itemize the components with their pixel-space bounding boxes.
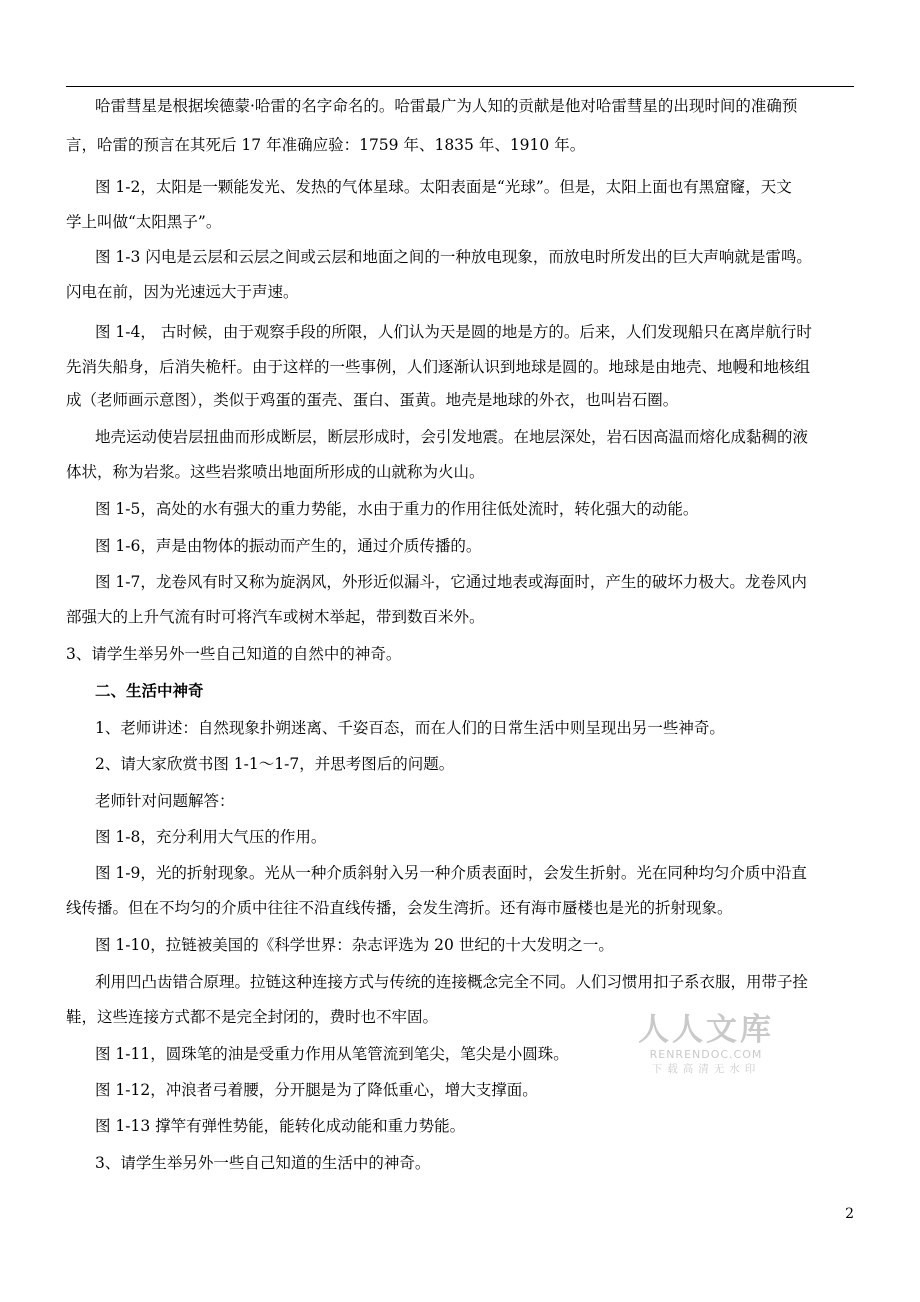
paragraph-line: 图 1-4， 古时候，由于观察手段的所限，人们认为天是圆的地是方的。后来，人们发现船只在离岸航行时 bbox=[95, 323, 812, 341]
paragraph-line: 部强大的上升气流有时可将汽车或树木举起，带到数百米外。 bbox=[66, 608, 485, 626]
header-rule bbox=[66, 86, 854, 87]
paragraph-line: 哈雷彗星是根据埃德蒙·哈雷的名字命名的。哈雷最广为人知的贡献是他对哈雷彗星的出现时间的准确预 bbox=[95, 97, 798, 115]
paragraph-line: 图 1-13 撑竿有弹性势能，能转化成动能和重力势能。 bbox=[95, 1117, 466, 1135]
watermark-title: 人人文库 bbox=[638, 1012, 774, 1048]
paragraph-line: 地壳运动使岩层扭曲而形成断层，断层形成时，会引发地震。在地层深处，岩石因高温而熔化成黏稠的液 bbox=[95, 428, 809, 446]
paragraph-line: 2、请大家欣赏书图 1-1～1-7，并思考图后的问题。 bbox=[95, 755, 455, 773]
paragraph-line: 图 1-2，太阳是一颗能发光、发热的气体星球。太阳表面是“光球”。但是，太阳上面也有黑窟窿，天文 bbox=[95, 178, 792, 196]
paragraph-line: 3、请学生举另外一些自己知道的自然中的神奇。 bbox=[66, 645, 402, 663]
paragraph-line: 图 1-9，光的折射现象。光从一种介质斜射入另一种介质表面时，会发生折射。光在同种均匀介质中沿直 bbox=[95, 864, 807, 882]
paragraph-line: 1、老师讲述：自然现象扑朔迷离、千姿百态，而在人们的日常生活中则呈现出另一些神奇。 bbox=[95, 719, 725, 737]
paragraph-line: 老师针对问题解答： bbox=[95, 792, 235, 810]
paragraph-line: 利用凹凸齿错合原理。拉链这种连接方式与传统的连接概念完全不同。人们习惯用扣子系衣服，用带子拴 bbox=[95, 973, 809, 991]
watermark-site: RENRENDOC.COM bbox=[649, 1048, 763, 1061]
paragraph-line: 鞋，这些连接方式都不是完全封闭的，费时也不牢固。 bbox=[66, 1008, 439, 1026]
page-number: 2 bbox=[845, 1206, 854, 1222]
watermark-subtitle: 下载高清无水印 bbox=[651, 1063, 761, 1075]
paragraph-line: 图 1-3 闪电是云层和云层之间或云层和地面之间的一种放电现象，而放电时所发出的巨大声响就是雷鸣。 bbox=[95, 248, 812, 266]
paragraph-line: 学上叫做“太阳黑子”。 bbox=[66, 213, 222, 231]
section-heading: 二、生活中神奇 bbox=[95, 682, 204, 700]
paragraph-line: 线传播。但在不均匀的介质中往往不沿直线传播，会发生湾折。还有海市蜃楼也是光的折射现象。 bbox=[66, 899, 733, 917]
paragraph-line: 图 1-8，充分利用大气压的作用。 bbox=[95, 828, 327, 846]
paragraph-line: 图 1-7，龙卷风有时又称为旋涡风，外形近似漏斗，它通过地表或海面时，产生的破坏力极大。龙卷风内 bbox=[95, 573, 807, 591]
paragraph-line: 成（老师画示意图），类似于鸡蛋的蛋壳、蛋白、蛋黄。地壳是地球的外衣，也叫岩石圈。 bbox=[66, 391, 679, 409]
paragraph-line: 图 1-6，声是由物体的振动而产生的，通过介质传播的。 bbox=[95, 537, 482, 555]
paragraph-line: 3、请学生举另外一些自己知道的生活中的神奇。 bbox=[95, 1154, 431, 1172]
paragraph-line: 图 1-5，高处的水有强大的重力势能，水由于重力的作用往低处流时，转化强大的动能。 bbox=[95, 500, 699, 518]
paragraph-line: 体状，称为岩浆。这些岩浆喷出地面所形成的山就称为火山。 bbox=[66, 463, 485, 481]
paragraph-line: 言，哈雷的预言在其死后 17 年准确应验：1759 年、1835 年、1910 年。 bbox=[66, 136, 586, 154]
paragraph-line: 图 1-12，冲浪者弓着腰，分开腿是为了降低重心，增大支撑面。 bbox=[95, 1081, 538, 1099]
paragraph-line: 图 1-11，圆珠笔的油是受重力作用从笔管流到笔尖，笔尖是小圆珠。 bbox=[95, 1045, 569, 1063]
paragraph-line: 图 1-10，拉链被美国的《科学世界：杂志评选为 20 世纪的十大发明之一。 bbox=[95, 936, 614, 954]
paragraph-line: 闪电在前，因为光速远大于声速。 bbox=[66, 283, 299, 301]
paragraph-line: 先消失船身，后消失桅杆。由于这样的一些事例，人们逐渐认识到地球是圆的。地球是由地壳、地幔和地核组 bbox=[66, 358, 811, 376]
watermark-logo bbox=[636, 1012, 776, 1076]
